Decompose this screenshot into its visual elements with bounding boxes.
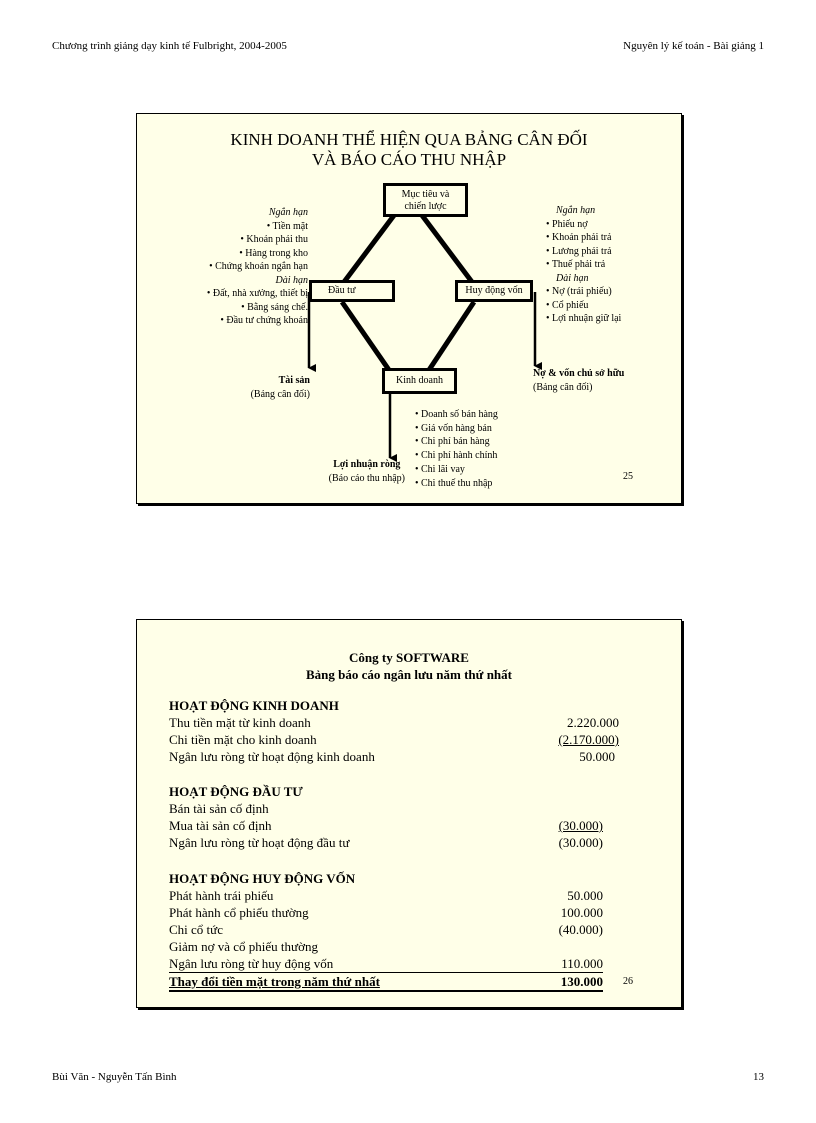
- total-row: [169, 973, 603, 992]
- list-item: • Chi phí hành chính: [415, 450, 498, 462]
- slide1-title-line2: VÀ BÁO CÁO THU NHẬP: [311, 150, 507, 169]
- list-item: • Bằng sáng chế.: [241, 301, 308, 313]
- list-item: Ngắn hạn: [268, 207, 308, 218]
- row-amount: 110.000: [561, 956, 603, 971]
- row-amount: 2.220.000: [567, 715, 619, 730]
- list-item: • Khoản phải thu: [240, 234, 308, 245]
- row-label: Ngân lưu ròng từ hoạt động kinh doanh: [169, 749, 375, 764]
- total-label: Thay đổi tiền mặt trong năm thứ nhất: [169, 974, 380, 989]
- profit-label: Lợi nhuận ròng: [333, 459, 401, 470]
- table-row: [169, 938, 619, 955]
- cash-flow-table: [169, 697, 619, 997]
- section-heading: HOẠT ĐỘNG HUY ĐỘNG VỐN: [169, 871, 356, 886]
- row-label: Phát hành cổ phiếu thường: [169, 905, 309, 920]
- profit-sublabel: (Báo cáo thu nhập): [328, 473, 405, 484]
- row-amount: 50.000: [579, 749, 615, 764]
- list-item: • Cổ phiếu: [546, 299, 589, 311]
- header-left: Chương trình giảng dạy kinh tế Fulbright, 2004-2005: [52, 40, 287, 52]
- row-label: Bán tài sản cố định: [169, 801, 269, 816]
- footer-authors: Bùi Văn - Nguyễn Tấn Bình: [52, 1071, 177, 1083]
- section-investing: [169, 783, 619, 851]
- section-heading: HOẠT ĐỘNG ĐẦU TƯ: [169, 784, 303, 799]
- assets-label: Tài sản: [278, 375, 310, 386]
- footer-page-number: 13: [753, 1071, 764, 1083]
- list-item: Ngắn hạn: [556, 205, 596, 216]
- table-row: [169, 921, 619, 938]
- section-financing: [169, 870, 619, 992]
- company-name: Công ty SOFTWARE: [349, 650, 469, 665]
- statement-subtitle: Bảng báo cáo ngân lưu năm thứ nhất: [306, 667, 512, 682]
- table-row: [169, 817, 619, 834]
- header-right: Nguyên lý kế toán - Bài giảng 1: [623, 40, 764, 52]
- row-label: Ngân lưu ròng từ hoạt động đầu tư: [169, 835, 350, 850]
- row-label: Giảm nợ và cổ phiếu thường: [169, 939, 318, 954]
- list-item: • Nợ (trái phiếu): [546, 286, 612, 297]
- profit-label-group: [329, 458, 405, 486]
- box-goals-strategy: [383, 183, 468, 217]
- table-row: [169, 834, 619, 851]
- liabilities-list: [546, 204, 621, 326]
- slide1-page-number: 25: [623, 471, 633, 482]
- row-amount: (2.170.000): [558, 732, 619, 747]
- slide-business-diagram: [136, 113, 682, 504]
- slide1-title-line1: KINH DOANH THỂ HIỆN QUA BẢNG CÂN ĐỐI: [230, 130, 588, 149]
- list-item: • Chi lãi vay: [415, 463, 465, 475]
- list-item: • Lợi nhuận giữ lại: [546, 313, 622, 324]
- list-item: • Thuế phải trả: [546, 259, 606, 270]
- liabilities-sublabel: (Bảng cân đối): [533, 381, 593, 393]
- table-row: [169, 955, 603, 973]
- section-operating: [169, 697, 619, 765]
- row-label: Phát hành trái phiếu: [169, 888, 274, 903]
- list-item: Dài hạn: [275, 274, 308, 286]
- table-row: [169, 800, 619, 817]
- box-goals-line2: chiến lược: [404, 201, 447, 212]
- list-item: • Đất, nhà xưởng, thiết bị: [206, 288, 308, 299]
- table-row: [169, 748, 619, 765]
- table-row: [169, 714, 619, 731]
- box-operations: Kinh doanh: [382, 368, 457, 394]
- box-financing: Huy động vốn: [455, 280, 533, 302]
- row-label: Ngân lưu ròng từ huy động vốn: [169, 956, 334, 971]
- list-item: • Đầu tư chứng khoán: [220, 315, 308, 326]
- list-item: • Khoản phải trả: [546, 232, 612, 243]
- table-row: [169, 731, 619, 748]
- row-amount: (40.000): [558, 922, 603, 937]
- list-item: • Lương phải trả: [546, 245, 612, 257]
- table-row: [169, 904, 619, 921]
- list-item: • Chi phí bán hàng: [415, 436, 490, 448]
- row-amount: (30.000): [558, 818, 603, 833]
- list-item: • Doanh số bán hàng: [415, 409, 498, 420]
- list-item: • Hàng trong kho: [239, 247, 308, 259]
- slide-cash-flow-statement: [136, 619, 682, 1008]
- box-investment: Đầu tư: [309, 280, 395, 302]
- list-item: • Giá vốn hàng bán: [415, 422, 492, 434]
- liabilities-label-group: [533, 367, 624, 394]
- liabilities-label: Nợ & vốn chủ sở hữu: [533, 368, 625, 379]
- row-label: Thu tiền mặt từ kinh doanh: [169, 715, 311, 730]
- row-amount: (30.000): [558, 835, 603, 850]
- row-label: Mua tài sản cố định: [169, 818, 272, 833]
- slide2-page-number: 26: [623, 976, 633, 987]
- box-goals-line1: Mục tiêu và: [401, 189, 450, 200]
- list-item: • Chi thuế thu nhập: [415, 477, 493, 489]
- row-label: Chi cổ tức: [169, 922, 223, 937]
- assets-list: [207, 206, 308, 328]
- total-amount: 130.000: [560, 974, 603, 989]
- list-item: • Chứng khoán ngắn hạn: [209, 261, 308, 272]
- assets-label-group: [251, 374, 310, 401]
- row-amount: 100.000: [560, 905, 603, 920]
- income-list: [415, 408, 498, 490]
- assets-sublabel: (Bảng cân đối): [250, 388, 310, 400]
- list-item: Dài hạn: [556, 272, 589, 284]
- table-row: [169, 887, 619, 904]
- section-heading: HOẠT ĐỘNG KINH DOANH: [169, 698, 339, 713]
- list-item: • Phiếu nợ: [546, 218, 588, 230]
- list-item: • Tiền mặt: [266, 220, 308, 232]
- row-label: Chi tiền mặt cho kinh doanh: [169, 732, 317, 747]
- row-amount: 50.000: [567, 888, 603, 903]
